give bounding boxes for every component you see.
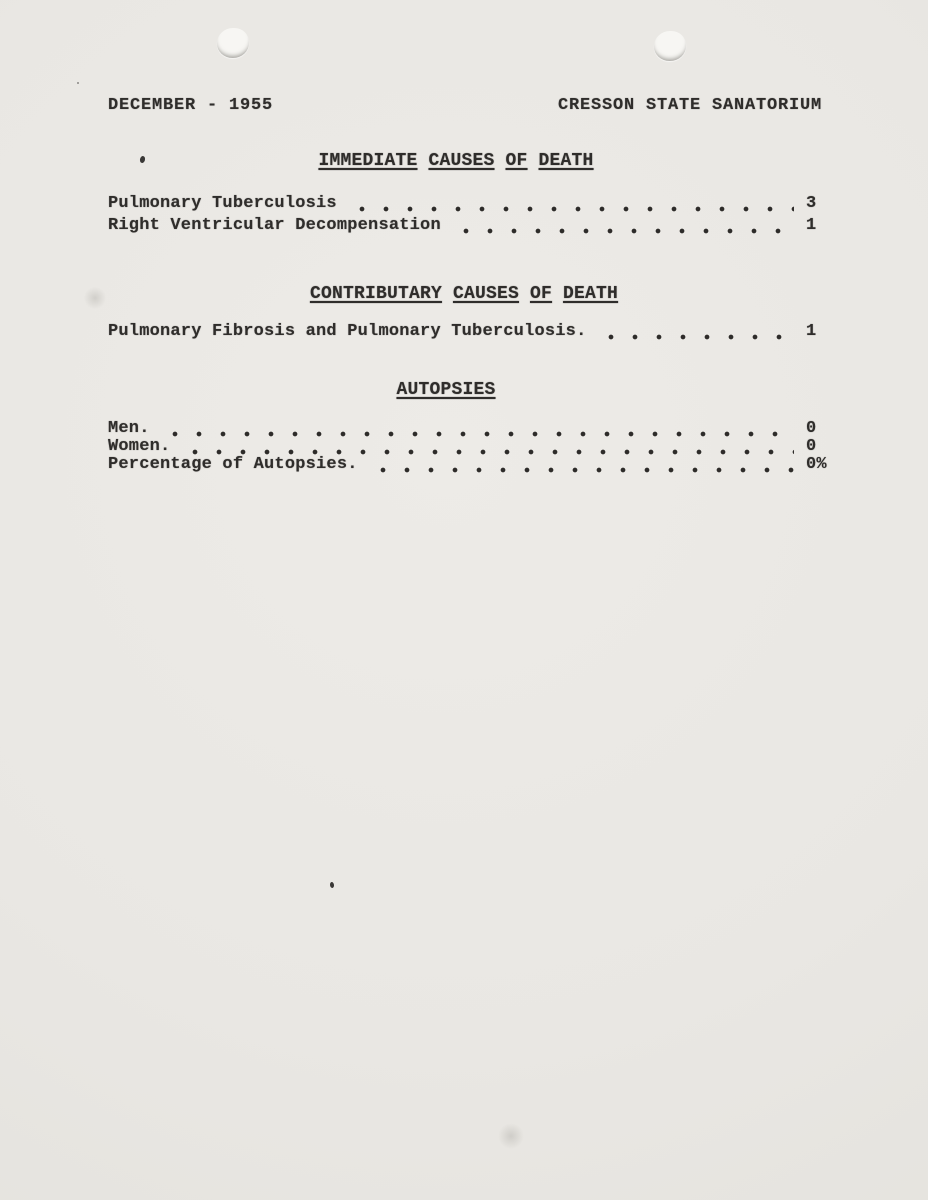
row-value: 0 [806, 437, 817, 456]
ink-speck [77, 82, 79, 84]
report-row [108, 218, 830, 234]
smudge-mark [498, 1123, 524, 1149]
header-date: DECEMBER - 1955 [108, 96, 274, 115]
row-label: Pulmonary Fibrosis and Pulmonary Tuberculosis. [108, 322, 587, 341]
row-value: 0% [806, 455, 827, 474]
row-label: Pulmonary Tuberculosis [108, 194, 337, 213]
row-value: 3 [806, 194, 817, 213]
section-title-immediate-causes: IMMEDIATE CAUSES OF DEATH [318, 151, 594, 171]
dot-leader [179, 439, 794, 455]
report-row [108, 457, 830, 473]
row-label: Right Ventricular Decompensation [108, 216, 441, 235]
row-value: 1 [806, 322, 817, 341]
section-title-autopsies: AUTOPSIES [396, 380, 496, 400]
header-institution: CRESSON STATE SANATORIUM [557, 96, 822, 115]
punch-hole-right [654, 31, 686, 61]
section-title-contributary-causes: CONTRIBUTARY CAUSES OF DEATH [309, 284, 619, 304]
row-value: 1 [806, 216, 817, 235]
punch-hole-left [217, 28, 249, 58]
ink-speck [330, 882, 335, 888]
dot-leader [367, 457, 794, 473]
report-row [108, 421, 830, 437]
dot-leader [450, 218, 794, 234]
dot-leader [159, 421, 794, 437]
row-value: 0 [806, 419, 817, 438]
row-label: Men. [108, 419, 150, 438]
dot-leader [595, 324, 794, 340]
row-label: Percentage of Autopsies. [108, 455, 358, 474]
report-row [108, 196, 830, 212]
dot-leader [346, 196, 794, 212]
report-row [108, 324, 830, 340]
row-label: Women. [108, 437, 171, 456]
report-row [108, 439, 830, 455]
